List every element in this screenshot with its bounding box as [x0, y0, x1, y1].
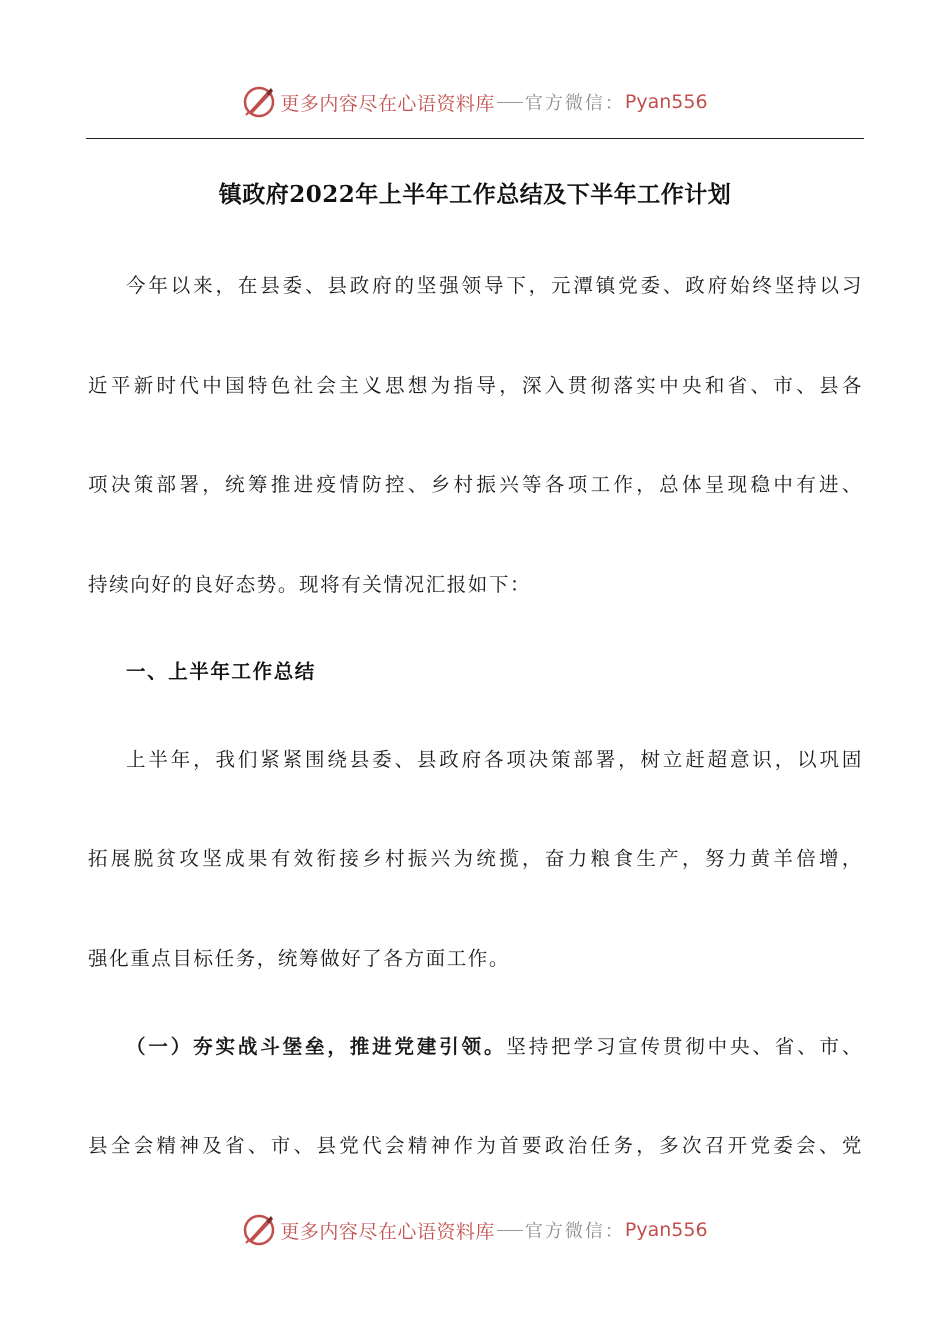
paragraph-line: 拓展脱贫攻坚成果有效衔接乡村振兴为统揽，奋力粮食生产，努力黄羊倍增，: [88, 847, 863, 870]
quill-logo-icon: [242, 1213, 276, 1247]
banner-dash: [497, 1230, 523, 1231]
paragraph-line: 今年以来，在县委、县政府的坚强领导下，元潭镇党委、政府始终坚持以习: [126, 274, 863, 297]
quill-logo-icon: [242, 85, 276, 119]
section-heading: 一、上半年工作总结: [126, 660, 316, 683]
paragraph-line: 持续向好的良好态势。现将有关情况汇报如下：: [88, 573, 532, 596]
banner-wechat-id: Pyan556: [624, 1219, 708, 1241]
banner-wechat-id: Pyan556: [624, 91, 708, 113]
subsection-heading: （一）夯实战斗堡垒，推进党建引领。: [126, 1035, 507, 1058]
header-banner: [0, 80, 950, 124]
document-title: 镇政府2022年上半年工作总结及下半年工作计划: [218, 181, 732, 208]
paragraph-line: 项决策部署，统筹推进疫情防控、乡村振兴等各项工作，总体呈现稳中有进、: [88, 473, 863, 496]
paragraph-line: 近平新时代中国特色社会主义思想为指导，深入贯彻落实中央和省、市、县各: [88, 374, 863, 397]
paragraph-line: 强化重点目标任务，统筹做好了各方面工作。: [88, 947, 511, 970]
banner-dash: [497, 102, 523, 103]
banner-main-text: 更多内容尽在心语资料库: [280, 92, 495, 115]
paragraph-line: 县全会精神及省、市、县党代会精神作为首要政治任务，多次召开党委会、党: [88, 1134, 863, 1157]
footer-banner: [0, 1208, 950, 1252]
subsection-text: 坚持把学习宣传贯彻中央、省、市、: [506, 1035, 864, 1058]
header-divider: [86, 138, 864, 139]
paragraph-line: 上半年，我们紧紧围绕县委、县政府各项决策部署，树立赶超意识，以巩固: [126, 748, 863, 771]
banner-sub-text: 官方微信：: [524, 93, 625, 114]
banner-sub-text: 官方微信：: [524, 1221, 625, 1242]
banner-main-text: 更多内容尽在心语资料库: [280, 1220, 495, 1243]
subsection-line: [126, 1032, 863, 1062]
